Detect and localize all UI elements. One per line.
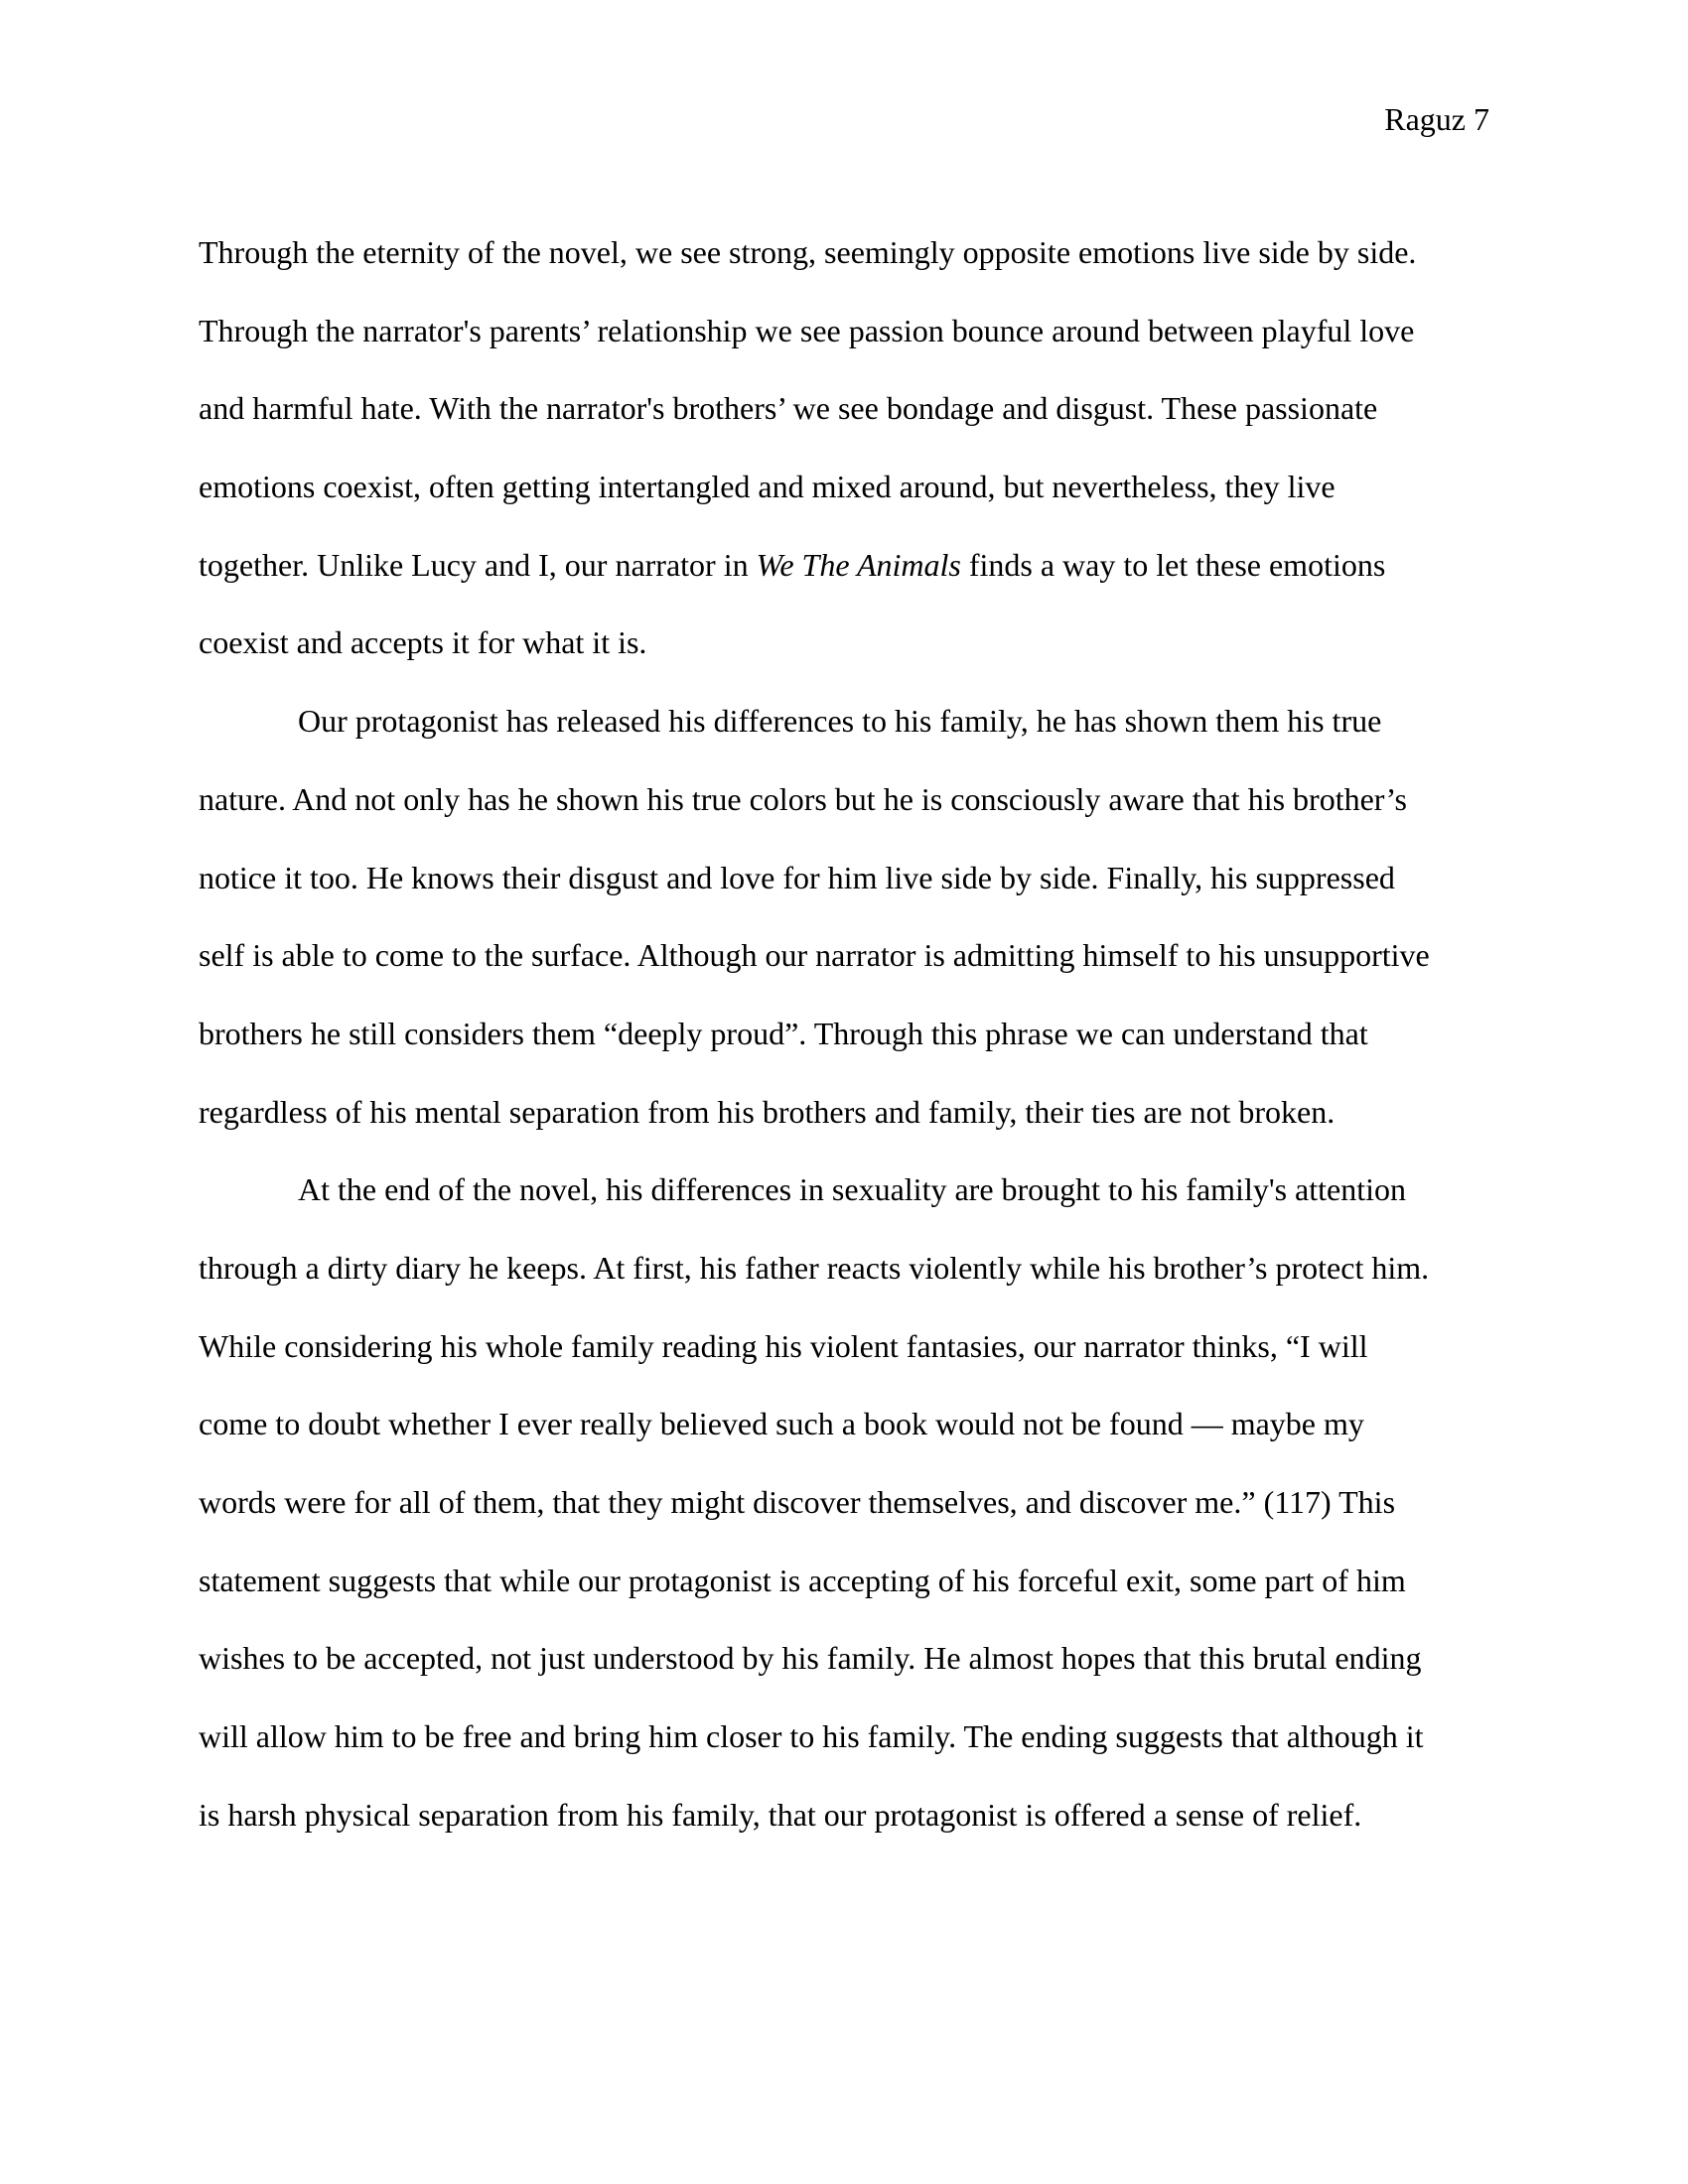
text-line: self is able to come to the surface. Although our narrator is admitting himself to his unsupportive: [199, 937, 1430, 974]
text-line: coexist and accepts it for what it is.: [199, 624, 647, 661]
text-line: words were for all of them, that they might discover themselves, and discover me.” (117) This: [199, 1484, 1396, 1520]
text-segment: finds a way to let these emotions: [960, 546, 1386, 583]
text-segment: together. Unlike Lucy and I, our narrator in: [199, 546, 757, 583]
text-line: regardless of his mental separation from his brothers and family, their ties are not broken.: [199, 1093, 1336, 1130]
text-line: Through the narrator's parents’ relationship we see passion bounce around between playful love: [199, 312, 1415, 348]
book-title: We The Animals: [756, 546, 961, 583]
paragraph-1: [199, 232, 1491, 701]
text-line: and harmful hate. With the narrator's brothers’ we see bondage and disgust. These passionate: [199, 390, 1378, 427]
text-line: wishes to be accepted, not just understood by his family. He almost hopes that this brutal ending: [199, 1640, 1422, 1677]
text-line: notice it too. He knows their disgust and love for him live side by side. Finally, his suppressed: [199, 859, 1395, 895]
running-head-page-number: Raguz 7: [1384, 101, 1489, 137]
text-line: Our protagonist has released his differences to his family, he has shown them his true: [298, 703, 1382, 740]
text-line: emotions coexist, often getting intertangled and mixed around, but nevertheless, they live: [199, 469, 1336, 505]
text-line: statement suggests that while our protagonist is accepting of his forceful exit, some part of him: [199, 1562, 1406, 1598]
paragraph-2: [199, 701, 1491, 1169]
paragraph-3: [199, 1169, 1491, 1872]
text-line: through a dirty diary he keeps. At first, his father reacts violently while his brother’s protect him.: [199, 1249, 1430, 1286]
essay-body: [199, 232, 1491, 1872]
text-line: will allow him to be free and bring him closer to his family. The ending suggests that although it: [199, 1718, 1424, 1755]
text-line: is harsh physical separation from his family, that our protagonist is offered a sense of relief.: [199, 1796, 1362, 1833]
text-line: come to doubt whether I ever really believed such a book would not be found — maybe my: [199, 1406, 1364, 1442]
text-line: At the end of the novel, his differences in sexuality are brought to his family's attention: [298, 1171, 1407, 1208]
text-line: While considering his whole family reading his violent fantasies, our narrator thinks, “I will: [199, 1327, 1368, 1364]
text-line: brothers he still considers them “deeply proud”. Through this phrase we can understand that: [199, 1015, 1368, 1051]
text-line: nature. And not only has he shown his true colors but he is consciously aware that his brother’s: [199, 780, 1407, 817]
text-line: Through the eternity of the novel, we see strong, seemingly opposite emotions live side by side.: [199, 234, 1417, 270]
text-line: [199, 545, 1491, 623]
